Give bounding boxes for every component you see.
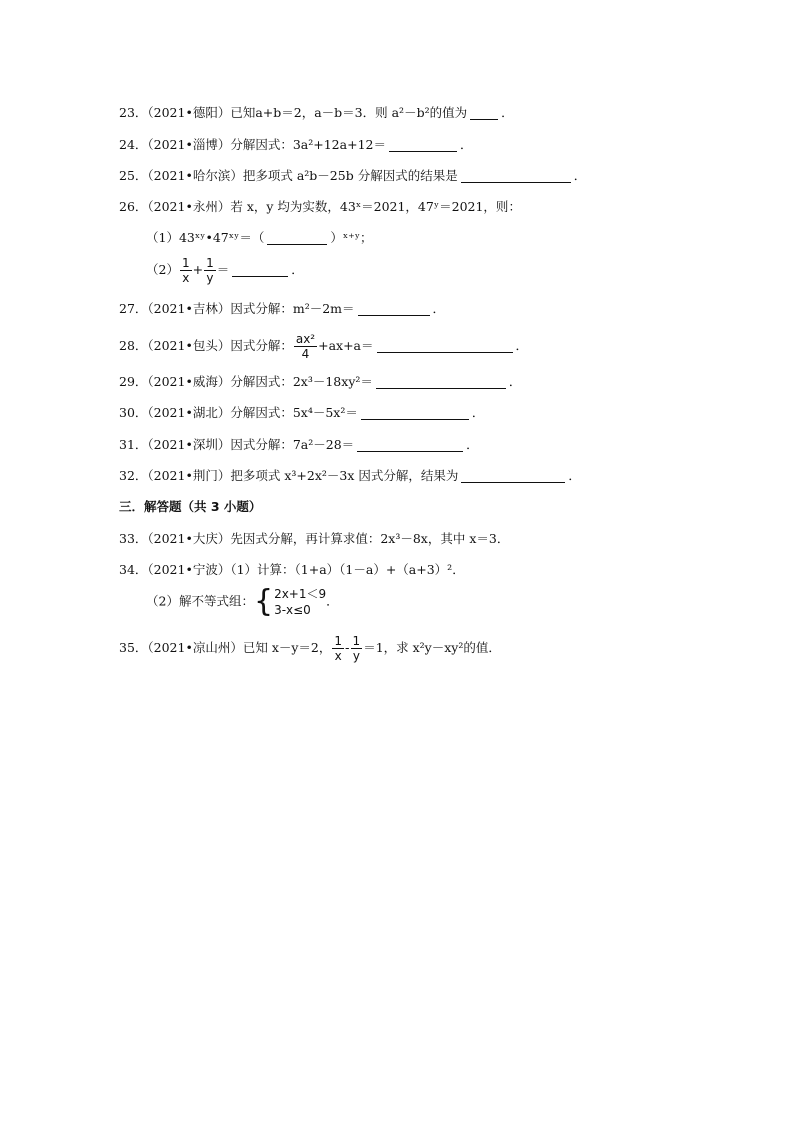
answer-blank-25[interactable] [461, 168, 571, 183]
question-26-part-1-expression: （1）43ˣʸ•47ˣʸ＝（ [146, 230, 265, 245]
fraction-denominator: y [352, 649, 360, 663]
question-24 [119, 136, 473, 154]
question-28-end: ． [515, 338, 529, 353]
answer-blank-30[interactable] [361, 405, 469, 420]
fraction-one-over-y [351, 634, 363, 663]
question-32-expression: x³+2x²－3x [284, 468, 355, 483]
question-24-expression: 3a²+12a+12＝ [292, 137, 386, 152]
fraction-numerator: 1 [334, 634, 343, 648]
inequality-system [274, 586, 326, 618]
question-27-expression: m²－2m＝ [292, 301, 355, 316]
question-31-prefix: 31．（2021•深圳）因式分解： [119, 437, 293, 452]
question-35: 35．（2021•凉山州）已知 x－y＝2， $\frac{1}{x}$ - $\frac{1}{y}$ ＝1，求 x²y－xy²的值． [119, 634, 501, 663]
question-35-prefix: 35．（2021•凉山州）已知 x－y＝2， [119, 640, 332, 655]
question-30-expression: 5x⁴－5x²＝ [292, 405, 358, 420]
question-30 [119, 404, 484, 422]
answer-blank-28[interactable] [377, 338, 513, 353]
question-33: 33．（2021•大庆）先因式分解，再计算求值：2x³－8x，其中 x＝3． [119, 531, 510, 546]
question-30-end: ． [471, 405, 485, 420]
answer-blank-26-2[interactable] [232, 262, 288, 277]
question-29-prefix: 29．（2021•威海）分解因式： [119, 374, 293, 389]
question-26-condition: x，y 均为实数，43ˣ＝2021，47ʸ＝2021，则： [246, 199, 521, 214]
question-31-expression: 7a²－28＝ [292, 437, 355, 452]
fraction-one-over-y [204, 256, 216, 285]
question-29-expression: 2x³－18xy²＝ [292, 374, 373, 389]
question-34-end: ． [326, 593, 339, 609]
question-26-prefix: 26．（2021•永州）若 [119, 199, 243, 214]
question-26 [119, 198, 521, 216]
fraction-denominator: x [334, 649, 342, 663]
question-27-prefix: 27．（2021•吉林）因式分解： [119, 301, 293, 316]
question-34-part-1: 34．（2021•宁波）（1）计算：（1+a）（1－a）+（a+3）²． [119, 562, 465, 577]
answer-blank-24[interactable] [389, 137, 457, 152]
question-23 [119, 104, 514, 122]
answer-blank-23[interactable] [470, 105, 498, 120]
fraction-denominator: x [182, 271, 190, 285]
fraction-ax-squared-over-4 [294, 332, 317, 361]
inequality-1: 2x+1＜9 [274, 587, 327, 601]
left-brace-icon: { [253, 584, 274, 619]
question-32-end: ． [568, 468, 581, 483]
question-34-part-2-label: （2）解不等式组： [146, 593, 254, 609]
question-23-end: ． [501, 105, 514, 120]
question-28 [119, 332, 528, 361]
question-24-prefix: 24．（2021•淄博）分解因式： [119, 137, 293, 152]
question-31 [119, 436, 479, 454]
question-23-condition: a+b＝2，a－b＝3．则 a²－b²的值为 [255, 105, 468, 120]
question-27-end: ． [432, 301, 446, 316]
question-25-middle: 分解因式的结果是 [357, 168, 458, 183]
answer-blank-32[interactable] [461, 468, 565, 483]
answer-blank-29[interactable] [376, 374, 506, 389]
question-32-prefix: 32．（2021•荆门）把多项式 [119, 468, 281, 483]
question-26-part-1 [146, 229, 373, 247]
answer-blank-31[interactable] [357, 437, 463, 452]
question-26-part-2-label: （2） [146, 262, 179, 277]
question-25-prefix: 25．（2021•哈尔滨）把多项式 [119, 168, 293, 183]
question-25 [119, 167, 586, 185]
fraction-denominator: 4 [301, 347, 310, 361]
question-27 [119, 300, 445, 318]
fraction-one-over-x [332, 634, 344, 663]
question-32 [119, 467, 581, 485]
fraction-numerator: 1 [181, 256, 190, 270]
question-25-expression: a²b－25b [296, 168, 354, 183]
inequality-2: 3-x≤0 [274, 603, 311, 617]
fraction-numerator: ax² [295, 332, 316, 346]
fraction-one-over-x [180, 256, 192, 285]
question-34-part-2 [146, 586, 339, 618]
answer-blank-27[interactable] [358, 301, 430, 316]
question-26-part-2: （2） $\frac{1}{x}$ + $\frac{1}{y}$ ＝ ． [146, 256, 304, 285]
section-title-answer-questions: 三．解答题（共 3 小题） [119, 499, 262, 514]
question-23-prefix: 23．（2021•德阳）已知 [119, 105, 256, 120]
question-29 [119, 373, 521, 391]
fraction-numerator: 1 [206, 256, 214, 270]
question-35-suffix: ＝1，求 x²y－xy²的值． [363, 640, 501, 655]
fraction-denominator: y [206, 271, 214, 285]
question-28-expression: +ax+a＝ [318, 338, 374, 353]
question-24-end: ． [459, 137, 473, 152]
question-31-end: ． [466, 437, 479, 452]
answer-blank-26-1[interactable] [267, 230, 327, 245]
question-32-middle: 因式分解，结果为 [358, 468, 459, 483]
question-26-part-2-end: ． [291, 262, 304, 277]
question-30-prefix: 30．（2021•湖北）分解因式： [119, 405, 293, 420]
fraction-numerator: 1 [352, 634, 361, 648]
question-25-end: ． [573, 168, 587, 183]
question-28-prefix: 28．（2021•包头）因式分解： [119, 338, 293, 353]
question-29-end: ． [508, 374, 522, 389]
question-26-part-1-end: ）ˣ⁺ʸ； [330, 230, 373, 245]
